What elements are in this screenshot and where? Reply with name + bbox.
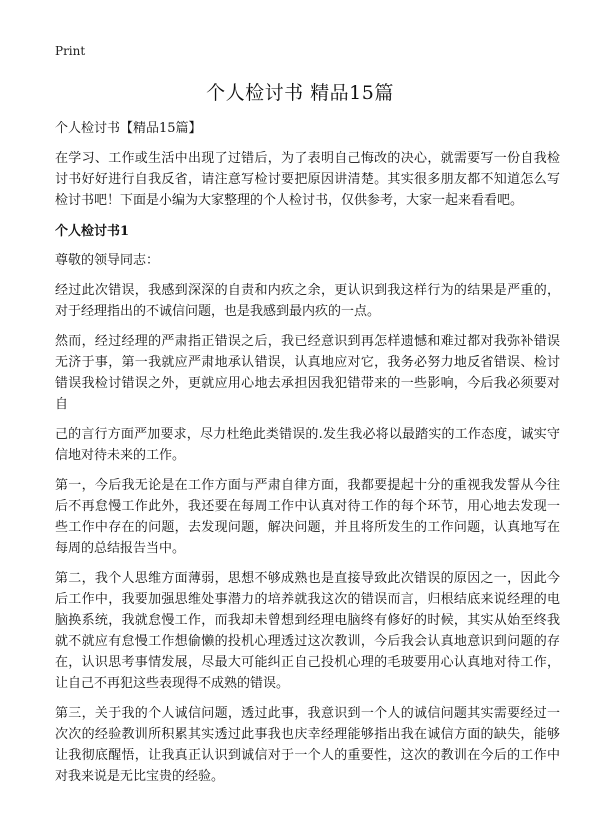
body-paragraph: 己的言行方面严加要求，尽力杜绝此类错误的.发生我必将以最踏实的工作态度，诚实守信地对待未来的工作。: [55, 427, 560, 463]
intro-paragraph: 在学习、工作或生活中出现了过错后，为了表明自己悔改的决心，就需要写一份自我检讨书好好进行自我反省，请注意写检讨要把原因讲清楚。其实很多朋友都不知道怎么写检讨书吧！下面是小编为大家整理的个人检讨书，仅供参考，大家一起来看看吧。: [55, 151, 560, 208]
body-paragraph: 然而，经过经理的严肃指正错误之后，我已经意识到再怎样遗憾和难过都对我弥补错误无济于事，第一我就应严肃地承认错误，认真地应对它，我务必努力地反省错误、检讨错误我检讨错误之外，更就应用心地去承担因我犯错带来的一些影响，今后我必须要对自: [55, 334, 560, 412]
body-paragraph: 第一，今后我无论是在工作方面与严肃自律方面，我都要提起十分的重视我发誓从今往后不再怠慢工作此外，我还要在每周工作中认真对待工作的每个环节，用心地去发现一些工作中存在的问题，去发现问题，解决问题，并且将所发生的工作问题，认真地写在每周的总结报告当中。: [55, 478, 560, 556]
greeting: 尊敬的领导同志：: [55, 253, 160, 268]
body-paragraph: 经过此次错误，我感到深深的自责和内疚之余，更认识到我这样行为的结果是严重的，对于经理指出的不诚信问题，也是我感到最内疚的一点。: [55, 283, 560, 319]
section-heading: 个人检讨书1: [55, 224, 130, 239]
body-paragraph: 第三，关于我的个人诚信问题，透过此事，我意识到一个人的诚信问题其实需要经过一次次的经验教训所积累其实透过此事我也庆幸经理能够指出我在诚信方面的缺失，能够让我彻底醒悟，让我真正认识到诚信对于一个人的重要性，这次的教训在今后的工作中对我来说是无比宝贵的经验。: [55, 706, 560, 784]
document-subtitle: 个人检讨书【精品15篇】: [55, 121, 202, 136]
body-paragraph: 第二，我个人思维方面薄弱，思想不够成熟也是直接导致此次错误的原因之一，因此今后工作中，我要加强思维处事潜力的培养就我这次的错误而言，归根结底来说经理的电脑换系统，我就怠慢工作，而我却未曾想到经理电脑终有修好的时候，其实从始至终我就不就应有怠慢工作想偷懒的投机心理透过这次教训，今后我会认真地意识到问题的存在，认识思考事情发展，尽最大可能纠正自己投机心理的毛玻要用心认真地对待工作，让自己不再犯这些表现得不成熟的错误。: [55, 571, 560, 691]
print-label[interactable]: Print: [55, 44, 86, 58]
document-title: 个人检讨书 精品15篇: [206, 82, 394, 104]
document-body: [55, 118, 560, 796]
